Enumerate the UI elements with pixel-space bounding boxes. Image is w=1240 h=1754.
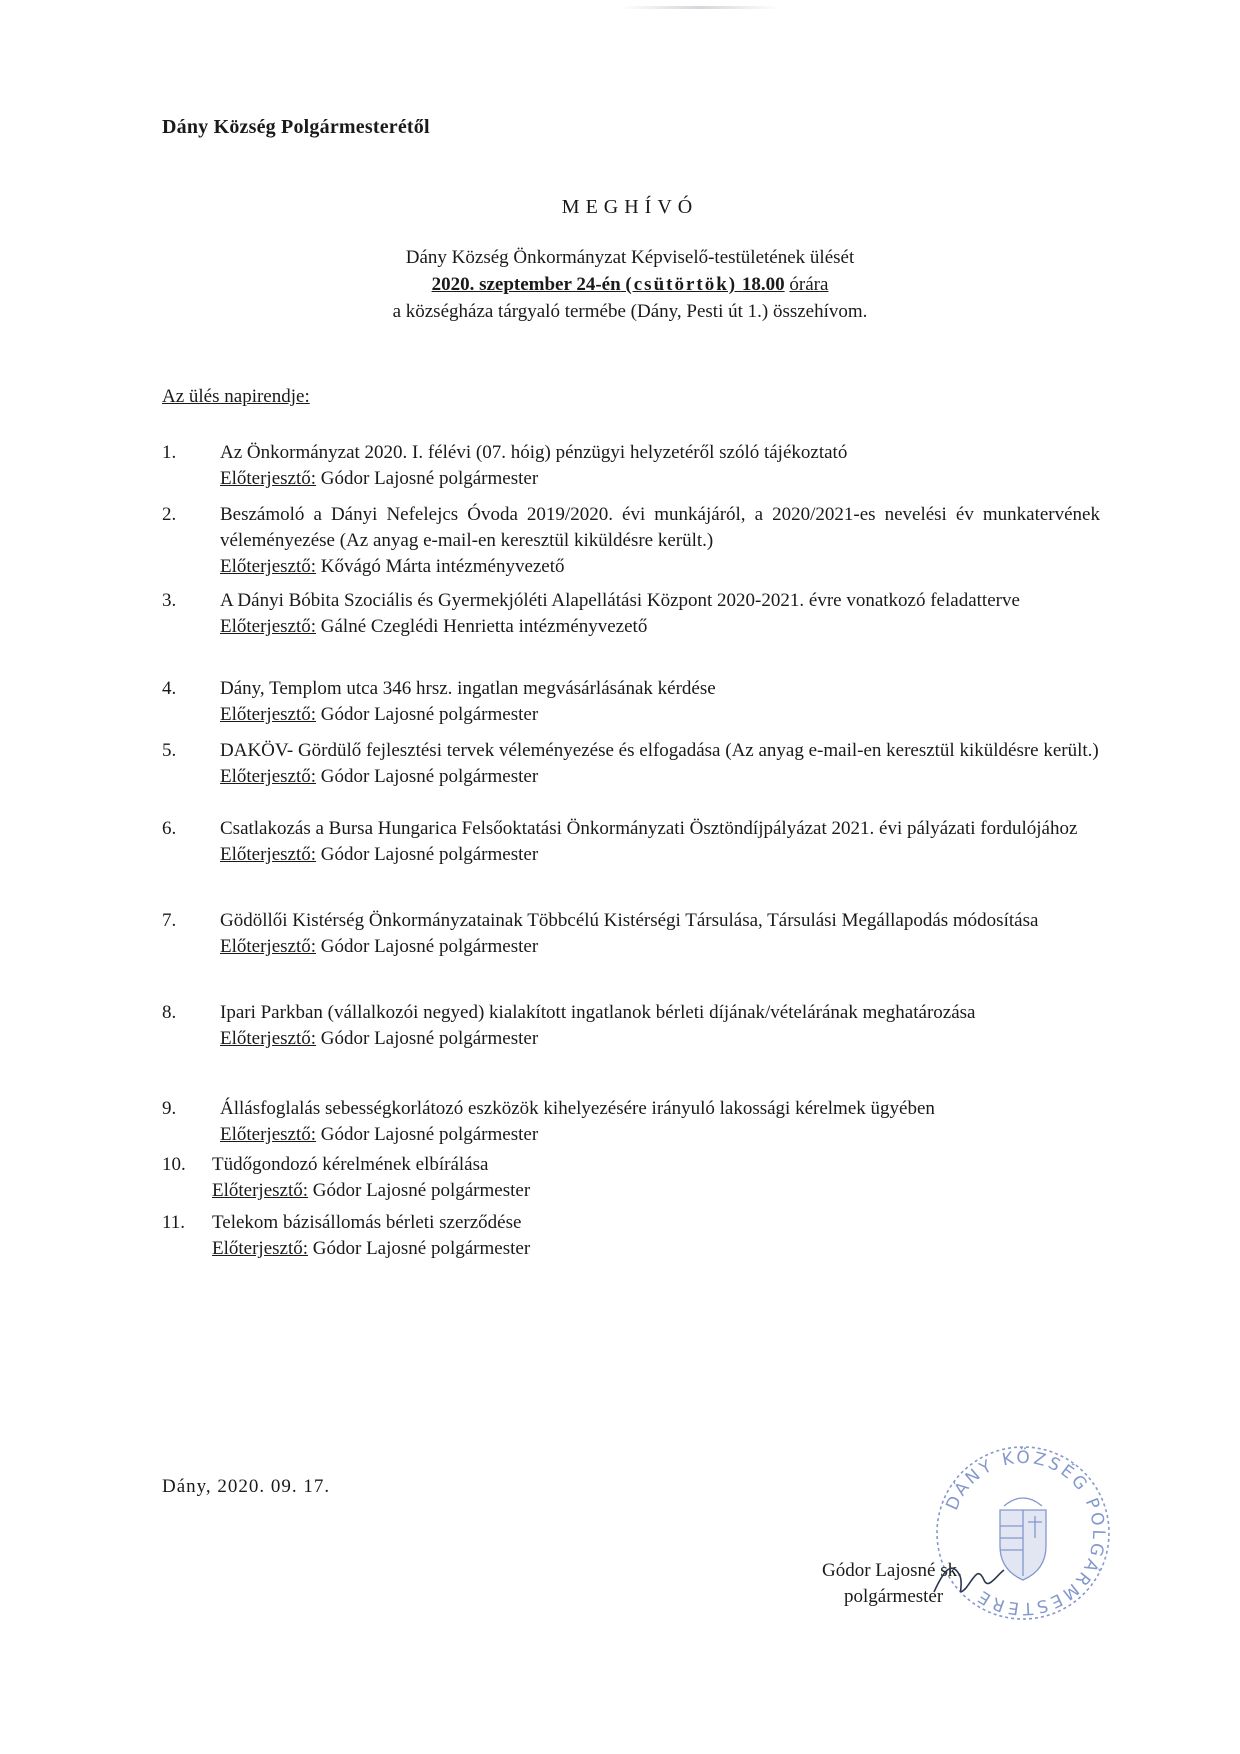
agenda-item-presenter: [220, 554, 1100, 580]
presenter-label: Előterjesztő:: [220, 556, 317, 577]
place-date: Dány, 2020. 09. 17.: [162, 1476, 331, 1497]
agenda-item: [160, 738, 1100, 790]
presenter-name: Gódor Lajosné polgármester: [320, 936, 539, 957]
invitation-block: [0, 244, 1240, 325]
agenda-item: [160, 588, 1100, 640]
agenda-item-presenter: [220, 466, 1100, 492]
agenda-item-body: [212, 1152, 1100, 1204]
signer-name: Gódor Lajosné sk.: [822, 1560, 962, 1581]
presenter-name: Gódor Lajosné polgármester: [320, 1124, 539, 1145]
agenda-item-number: 8.: [162, 1002, 177, 1023]
agenda-item: [160, 676, 1100, 728]
presenter-label: Előterjesztő:: [220, 1028, 317, 1049]
agenda-item-body: [220, 676, 1100, 728]
agenda-item-body: [220, 1000, 1100, 1052]
agenda-item-body: [220, 908, 1100, 960]
signer-title: polgármester: [844, 1586, 944, 1607]
agenda-item-number: 9.: [162, 1098, 177, 1119]
presenter-label: Előterjesztő:: [220, 766, 317, 787]
sender-heading: Dány Község Polgármesterétől: [162, 116, 430, 138]
agenda-item-number: 7.: [162, 910, 177, 931]
agenda-item: [160, 1096, 1100, 1148]
presenter-name: Gódor Lajosné polgármester: [312, 1238, 531, 1259]
agenda-item-number: 10.: [162, 1154, 186, 1175]
agenda-item-text: A Dányi Bóbita Szociális és Gyermekjóléti Alapellátási Központ 2020-2021. évre vonatkozó feladatterve: [220, 590, 1020, 611]
presenter-label: Előterjesztő:: [220, 844, 317, 865]
presenter-label: Előterjesztő:: [220, 1124, 317, 1145]
agenda-item-body: [220, 1096, 1100, 1148]
presenter-name: Gódor Lajosné polgármester: [320, 766, 539, 787]
presenter-name: Kővágó Márta intézményvezető: [320, 556, 565, 577]
agenda-item: [160, 816, 1100, 868]
agenda-item-presenter: [220, 1122, 1100, 1148]
agenda-item-body: [220, 738, 1100, 790]
meeting-time: 18.00: [741, 274, 785, 295]
agenda-item-presenter: [220, 842, 1100, 868]
presenter-label: Előterjesztő:: [220, 468, 317, 489]
agenda-item-body: [220, 502, 1100, 580]
agenda-item-text: Csatlakozás a Bursa Hungarica Felsőoktatási Önkormányzati Ösztöndíjpályázat 2021. évi pályázati fordulójához: [220, 818, 1078, 839]
agenda-item-presenter: [220, 764, 1100, 790]
agenda-item: [160, 1152, 1100, 1204]
agenda-item-presenter: [220, 934, 1100, 960]
meeting-time-suffix: órára: [789, 274, 829, 295]
agenda-item-number: 5.: [162, 740, 177, 761]
agenda-item: [160, 1210, 1100, 1262]
presenter-name: Gódor Lajosné polgármester: [320, 704, 539, 725]
presenter-name: Gálné Czeglédi Henrietta intézményvezető: [320, 616, 648, 637]
agenda-item-presenter: [212, 1236, 1100, 1262]
invitation-line-1: Dány Község Önkormányzat Képviselő-testületének ülését: [405, 247, 855, 268]
document-title: MEGHÍVÓ: [561, 196, 699, 218]
agenda-item-number: 2.: [162, 504, 177, 525]
presenter-label: Előterjesztő:: [220, 616, 317, 637]
agenda-item: [160, 1000, 1100, 1052]
handwritten-signature: [930, 1540, 1010, 1610]
agenda-item: [160, 908, 1100, 960]
agenda-item-text: DAKÖV- Gördülő fejlesztési tervek véleményezése és elfogadása (Az anyag e-mail-en keresztül kiküldésre került.): [220, 740, 1099, 761]
presenter-label: Előterjesztő:: [212, 1238, 309, 1259]
agenda-item-number: 11.: [162, 1212, 186, 1233]
presenter-label: Előterjesztő:: [220, 936, 317, 957]
agenda-item-number: 4.: [162, 678, 177, 699]
agenda-item-text: Az Önkormányzat 2020. I. félévi (07. hóig) pénzügyi helyzetéről szóló tájékoztató: [220, 442, 848, 463]
agenda-item-presenter: [220, 702, 1100, 728]
agenda-item-text: Tüdőgondozó kérelmének elbírálása: [212, 1154, 489, 1175]
agenda-item-presenter: [220, 614, 1100, 640]
meeting-weekday: (csütörtök): [625, 274, 738, 295]
agenda-item-body: [220, 440, 1100, 492]
presenter-name: Gódor Lajosné polgármester: [320, 1028, 539, 1049]
invitation-line-2: [0, 271, 1240, 298]
agenda-item-presenter: [212, 1178, 1100, 1204]
scan-edge-artifact: [620, 6, 780, 9]
meeting-date: [432, 274, 785, 295]
presenter-name: Gódor Lajosné polgármester: [320, 468, 539, 489]
agenda-item: [160, 440, 1100, 492]
agenda-item-body: [212, 1210, 1100, 1262]
invitation-line-3: a községháza tárgyaló termébe (Dány, Pesti út 1.) összehívom.: [392, 301, 868, 322]
agenda-item-text: Állásfoglalás sebességkorlátozó eszközök kihelyezésére irányuló lakossági kérelmek ügyében: [220, 1098, 935, 1119]
agenda-item-number: 6.: [162, 818, 177, 839]
presenter-name: Gódor Lajosné polgármester: [312, 1180, 531, 1201]
agenda-item-number: 3.: [162, 590, 177, 611]
agenda-item: [160, 502, 1100, 580]
presenter-label: Előterjesztő:: [212, 1180, 309, 1201]
agenda-item-text: Dány, Templom utca 346 hrsz. ingatlan megvásárlásának kérdése: [220, 678, 716, 699]
agenda-item-text: Telekom bázisállomás bérleti szerződése: [212, 1212, 522, 1233]
agenda-item-text: Gödöllői Kistérség Önkormányzatainak Többcélú Kistérségi Társulása, Társulási Megállapodás módosítása: [220, 910, 1039, 931]
agenda-item-body: [220, 588, 1100, 640]
agenda-item-presenter: [220, 1026, 1100, 1052]
svg-text:DÁNY KÖZSÉG POLGÁRMESTERE: DÁNY KÖZSÉG POLGÁRMESTERE: [942, 1447, 1109, 1619]
agenda-heading: Az ülés napirendje:: [162, 386, 310, 407]
agenda-item-text: Ipari Parkban (vállalkozói negyed) kialakított ingatlanok bérleti díjának/vételárának meghatározása: [220, 1002, 976, 1023]
agenda-item-number: 1.: [162, 442, 177, 463]
presenter-name: Gódor Lajosné polgármester: [320, 844, 539, 865]
agenda-item-body: [220, 816, 1100, 868]
meeting-date-text: 2020. szeptember 24-én: [431, 274, 621, 295]
presenter-label: Előterjesztő:: [220, 704, 317, 725]
agenda-item-text: Beszámoló a Dányi Nefelejcs Óvoda 2019/2020. évi munkájáról, a 2020/2021-es nevelési év munkatervének véleményezése (Az anyag e-mail-en keresztül kiküldésre került.): [220, 504, 1100, 551]
